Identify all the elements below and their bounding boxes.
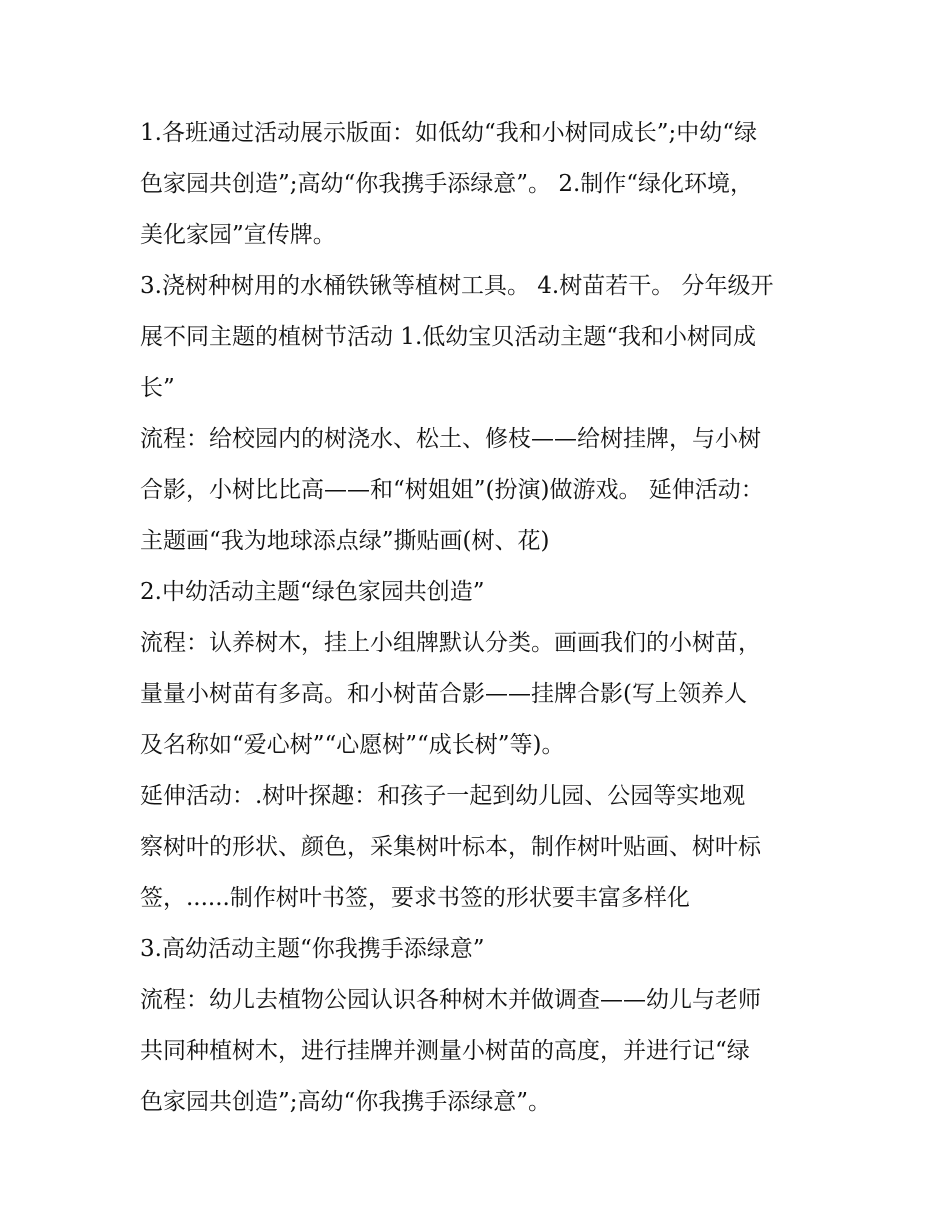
text-line: 流程：给校园内的树浇水、松土、修枝——给树挂牌，与小树 xyxy=(140,426,761,452)
text-line: 签，......制作树叶书签，要求书签的形状要丰富多样化 xyxy=(140,885,690,911)
text-line: 流程：幼儿去植物公园认识各种树木并做调查——幼儿与老师 xyxy=(140,987,761,1013)
text-line: 色家园共创造”;高幼“你我携手添绿意”。 xyxy=(140,1089,552,1115)
document-body xyxy=(140,108,820,1128)
text-line: 延伸活动：.树叶探趣：和孩子一起到幼儿园、公园等实地观 xyxy=(140,783,746,809)
text-line: 3.浇树种树用的水桶铁锹等植树工具。 4.树苗若干。 分年级开 xyxy=(140,273,774,299)
text-line: 2.中幼活动主题“绿色家园共创造” xyxy=(140,579,485,605)
text-line: 色家园共创造”;高幼“你我携手添绿意”。 2.制作“绿化环境， xyxy=(140,171,754,197)
text-line: 合影，小树比比高——和“树姐姐”(扮演)做游戏。 延伸活动： xyxy=(140,477,764,503)
text-line: 量量小树苗有多高。和小树苗合影——挂牌合影(写上领养人 xyxy=(140,681,747,707)
text-line: 及名称如“爱心树”“心愿树”“成长树”等)。 xyxy=(140,732,565,758)
text-line: 展不同主题的植树节活动 1.低幼宝贝活动主题“我和小树同成 xyxy=(140,324,757,350)
text-line: 共同种植树木，进行挂牌并测量小树苗的高度，并进行记“绿 xyxy=(140,1038,750,1064)
text-line: 长” xyxy=(140,375,175,401)
text-line: 美化家园”宣传牌。 xyxy=(140,222,336,248)
text-line: 察树叶的形状、颜色，采集树叶标本，制作树叶贴画、树叶标 xyxy=(140,834,761,860)
text-line: 1.各班通过活动展示版面：如低幼“我和小树同成长”;中幼“绿 xyxy=(140,120,757,146)
text-line: 3.高幼活动主题“你我携手添绿意” xyxy=(140,936,485,962)
text-line: 主题画“我为地球添点绿”撕贴画(树、花) xyxy=(140,528,550,554)
text-line: 流程：认养树木，挂上小组牌默认分类。画画我们的小树苗， xyxy=(140,630,761,656)
